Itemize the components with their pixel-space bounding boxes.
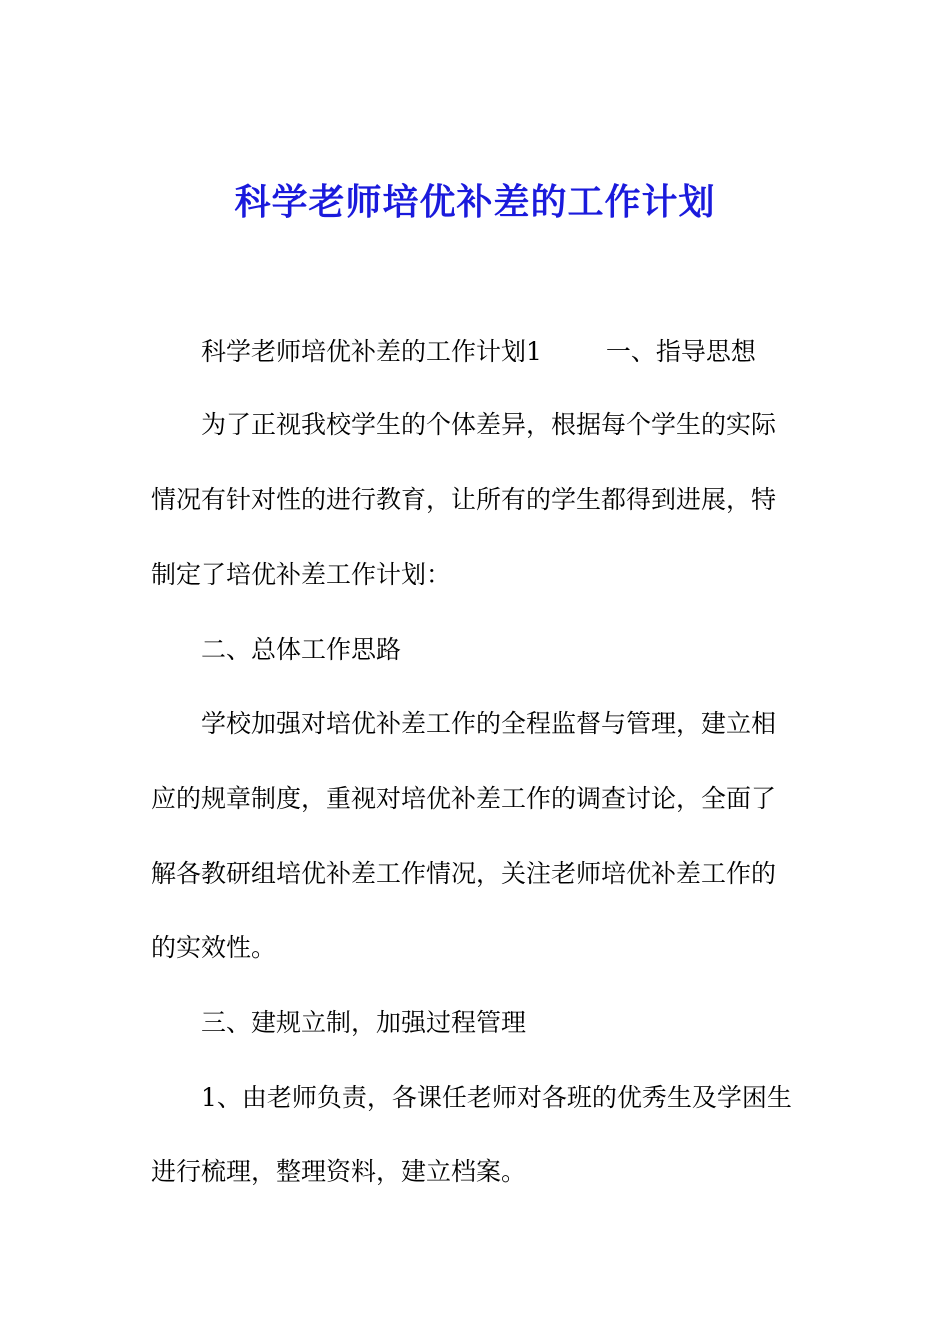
paragraph-line: 学校加强对培优补差工作的全程监督与管理，建立相: [201, 709, 777, 738]
paragraph-line: 为了正视我校学生的个体差异，根据每个学生的实际: [201, 410, 777, 439]
paragraph-line: 进行梳理，整理资料，建立档案。: [151, 1157, 527, 1186]
section-heading-process-management: 三、建规立制，加强过程管理: [201, 1008, 527, 1037]
paragraph-line: 情况有针对性的进行教育，让所有的学生都得到进展，特: [151, 485, 777, 514]
section-heading-guiding-thought: 一、指导思想: [605, 337, 756, 366]
paragraph-line: 的实效性。: [151, 933, 277, 962]
paragraph-line: 1、由老师负责，各课任老师对各班的优秀生及学困生: [201, 1083, 792, 1112]
plan-number-label: 科学老师培优补差的工作计划1: [201, 337, 542, 366]
paragraph-line: 应的规章制度，重视对培优补差工作的调查讨论，全面了: [151, 784, 777, 813]
paragraph-line: 制定了培优补差工作计划：: [151, 560, 452, 589]
document-title: 科学老师培优补差的工作计划: [234, 181, 716, 223]
section-heading-overall-approach: 二、总体工作思路: [201, 635, 402, 664]
paragraph-line: 解各教研组培优补差工作情况，关注老师培优补差工作的: [151, 859, 777, 888]
plan-heading-line: [201, 334, 756, 370]
